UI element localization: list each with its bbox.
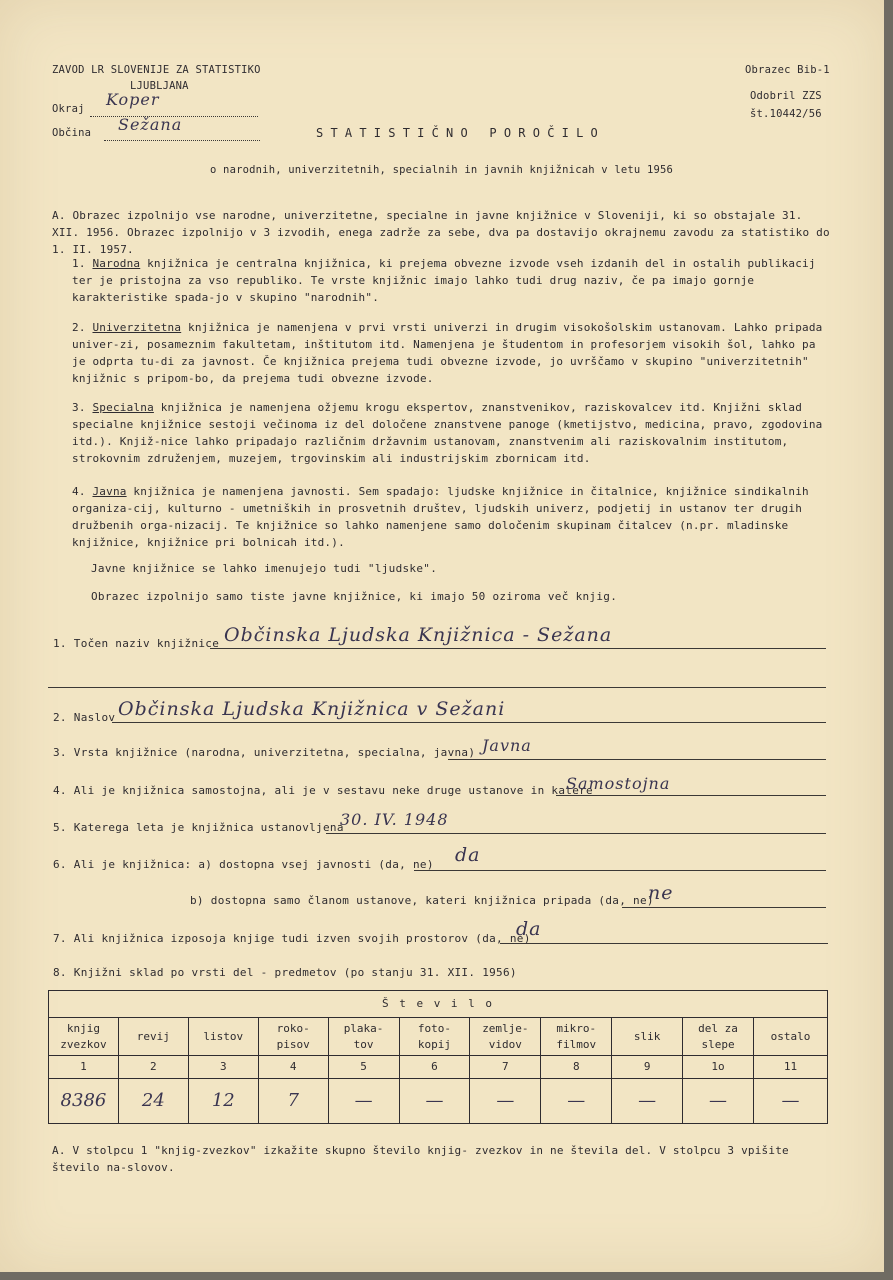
value-cell[interactable]: —	[399, 1078, 470, 1123]
col-label: ostalo	[770, 1029, 811, 1043]
col-label: filmov	[556, 1037, 597, 1051]
col-header	[49, 1017, 119, 1056]
col-label: vidov	[488, 1037, 522, 1051]
col-label: pisov	[276, 1037, 310, 1051]
q3-line	[448, 759, 826, 760]
okraj-label: Okraj	[52, 103, 85, 115]
q2-answer[interactable]: Občinska Ljudska Knjižnica v Sežani	[118, 698, 506, 720]
col-label: kopij	[417, 1037, 452, 1051]
value-cell[interactable]: 24	[118, 1078, 188, 1123]
q5-label: 5. Katerega leta je knjižnica ustanovljena	[53, 821, 344, 834]
q6b-line	[622, 907, 826, 908]
q1-answer[interactable]: Občinska Ljudska Knjižnica - Sežana	[224, 624, 613, 646]
col-number: 5	[328, 1056, 399, 1079]
col-label: plaka-	[343, 1021, 384, 1035]
instruction-item-2	[72, 319, 832, 387]
q2-line	[112, 722, 826, 723]
value-cell[interactable]: —	[612, 1078, 683, 1123]
book-stock-table	[48, 990, 828, 1124]
item-number: 2.	[72, 321, 86, 334]
q4-line	[556, 795, 826, 796]
item-number: 3.	[72, 401, 86, 414]
col-label: roko-	[276, 1021, 310, 1035]
obcina-line	[104, 140, 260, 141]
institute-city: LJUBLJANA	[130, 80, 189, 92]
item-number: 4.	[72, 485, 86, 498]
institute-name: ZAVOD LR SLOVENIJE ZA STATISTIKO	[52, 64, 261, 76]
value-cell[interactable]: —	[683, 1078, 754, 1123]
instruction-intro: A. Obrazec izpolnijo vse narodne, univerzitetne, specialne in javne knjižnice v Sloveniji, ki so obstajale 31. XII. 1956. Obrazec izpolnijo v 3 izvodih, enega zadrže za sebe, dva pa dostavijo okrajnemu zavodu za statistiko do 1. II. 1957.	[52, 209, 830, 256]
q4-label: 4. Ali je knjižnica samostojna, ali je v sestavu neke druge ustanove in katere	[53, 784, 593, 797]
col-label: del za	[698, 1021, 738, 1035]
col-header	[188, 1017, 258, 1056]
q7-line	[500, 943, 828, 944]
col-label: slik	[633, 1029, 661, 1043]
col-number: 9	[612, 1056, 683, 1079]
q7-label: 7. Ali knjižnica izposoja knjige tudi izven svojih prostorov (da, ne)	[53, 932, 531, 945]
okraj-value[interactable]: Koper	[106, 90, 160, 109]
item-term: Univerzitetna	[92, 321, 182, 334]
item-text: knjižnica je namenjena v prvi vrsti univerzi in drugim visokošolskim ustanovam. Lahko pripada univer-zi, posameznim fakultetam, inštitutom itd. Namenjena je študentom in profesorjem visokih šol, lahko pa je odprta tu-di za javnost. Če knjižnica prejema tudi obvezne izvode, jo uvrščamo v skupino "univerzitetnih" knjižnic s pripom-bo, da prejema tudi obvezne izvode.	[72, 321, 823, 385]
col-number: 3	[188, 1056, 258, 1079]
q3-label: 3. Vrsta knjižnice (narodna, univerzitetna, specialna, javna)	[53, 746, 476, 759]
col-label: mikro-	[556, 1021, 597, 1035]
value-cell[interactable]: —	[328, 1078, 399, 1123]
obcina-value[interactable]: Sežana	[118, 115, 183, 134]
approval-label: Odobril ZZS	[750, 90, 822, 102]
item-text: knjižnica je namenjena ožjemu krogu ekspertov, znanstvenikov, raziskovalcev itd. Knjižni sklad specialne knjižnice sestoji večinoma iz del določene znanstvene panoge (kmetijstvo, medicina, pravo, zgodovina itd.). Knjiž-nice lahko pripadajo različnim državnim ustanovam, znanstvenim ali raziskovalnim institutom, strokovnim združenjem, muzejem, trgovinskim ali industrijskim zbornicam itd.	[72, 401, 823, 465]
instruction-item-3	[72, 399, 832, 467]
q6a-line	[414, 870, 826, 871]
q7-answer[interactable]: da	[516, 918, 542, 940]
value-cell[interactable]: 7	[258, 1078, 328, 1123]
q2-label: 2. Naslov	[53, 711, 116, 724]
col-header	[118, 1017, 188, 1056]
col-number: 1o	[683, 1056, 754, 1079]
value-cell[interactable]: 12	[188, 1078, 258, 1123]
col-label: tov	[353, 1037, 374, 1051]
item-text: knjižnica je namenjena javnosti. Sem spadajo: ljudske knjižnice in čitalnice, knjižnice sindikalnih organiza-cij, kulturno - umetniških in prosvetnih društev, ljudskih univerz, podjetij in ustanov ter drugih družbenih orga-nizacij. Te knjižnice so lahko namenjene samo določenim skupinam čitalcev (n.pr. mladinske knjižnice, knjižnice pri bolnicah itd.).	[72, 485, 809, 549]
q6b-label: b) dostopna samo članom ustanove, kateri knjižnica pripada (da, ne)	[190, 894, 654, 907]
col-number: 8	[541, 1056, 612, 1079]
q1-line	[210, 648, 826, 649]
col-number: 4	[258, 1056, 328, 1079]
col-number: 1	[49, 1056, 119, 1079]
col-header	[470, 1017, 541, 1056]
col-label: slepe	[701, 1037, 735, 1051]
instruction-note-50-books: Obrazec izpolnijo samo tiste javne knjižnice, ki imajo 50 oziroma več knjig.	[91, 590, 618, 603]
col-header	[754, 1017, 828, 1056]
form-code: Obrazec Bib-1	[745, 64, 830, 76]
col-header	[612, 1017, 683, 1056]
col-number: 11	[754, 1056, 828, 1079]
col-number: 7	[470, 1056, 541, 1079]
col-label: listov	[203, 1029, 244, 1043]
q8-label: 8. Knjižni sklad po vrsti del - predmetov (po stanju 31. XII. 1956)	[53, 966, 517, 979]
item-term: Narodna	[92, 257, 141, 270]
q5-answer[interactable]: 30. IV. 1948	[340, 810, 449, 829]
q1-extra-line	[48, 687, 826, 688]
col-header	[541, 1017, 612, 1056]
q1-label: 1. Točen naziv knjižnice	[53, 637, 220, 650]
value-cell[interactable]: —	[541, 1078, 612, 1123]
col-header	[328, 1017, 399, 1056]
col-label: knjig	[66, 1021, 101, 1035]
col-label: foto-	[417, 1021, 452, 1035]
item-text: knjižnica je centralna knjižnica, ki prejema obvezne izvode vseh izdanih del in ostalih publikacij ter je pristojna za vso republiko. Te vrste knjižnic imajo lahko tudi drug naziv, če pa imajo gornje karakteristike spada-jo v skupino "narodnih".	[72, 257, 816, 304]
col-number: 2	[118, 1056, 188, 1079]
value-cell[interactable]: —	[470, 1078, 541, 1123]
item-term: Javna	[92, 485, 127, 498]
approval-number: št.10442/56	[750, 108, 822, 120]
instruction-item-1	[72, 255, 832, 306]
col-label: zvezkov	[60, 1037, 107, 1051]
footer-note: A. V stolpcu 1 "knjig-zvezkov" izkažite skupno število knjig- zvezkov in ne števila del. V stolpcu 3 vpišite število na-slovov.	[52, 1144, 789, 1174]
col-number: 6	[399, 1056, 470, 1079]
table-group-header: Š t e v i l o	[49, 991, 828, 1018]
item-term: Specialna	[92, 401, 154, 414]
page-subtitle: o narodnih, univerzitetnih, specialnih in javnih knjižnicah v letu 1956	[210, 164, 674, 176]
instruction-note-ljudske: Javne knjižnice se lahko imenujejo tudi "ljudske".	[91, 562, 438, 575]
col-header	[258, 1017, 328, 1056]
value-cell[interactable]: 8386	[49, 1078, 119, 1123]
q6b-answer[interactable]: ne	[648, 882, 674, 904]
col-label: zemlje-	[482, 1021, 529, 1035]
q6a-label: 6. Ali je knjižnica: a) dostopna vsej javnosti (da, ne)	[53, 858, 434, 871]
page-title: S T A T I S T I Č N O P O R O Č I L O	[316, 126, 598, 140]
q6a-answer[interactable]: da	[455, 844, 481, 866]
obcina-label: Občina	[52, 127, 92, 139]
q4-answer[interactable]: Samostojna	[566, 774, 671, 793]
q3-answer[interactable]: Javna	[482, 736, 532, 755]
item-number: 1.	[72, 257, 86, 270]
instruction-item-4	[72, 483, 832, 551]
col-header	[399, 1017, 470, 1056]
col-header	[683, 1017, 754, 1056]
col-label: revij	[136, 1029, 170, 1043]
q5-line	[326, 833, 826, 834]
value-cell[interactable]: —	[754, 1078, 828, 1123]
